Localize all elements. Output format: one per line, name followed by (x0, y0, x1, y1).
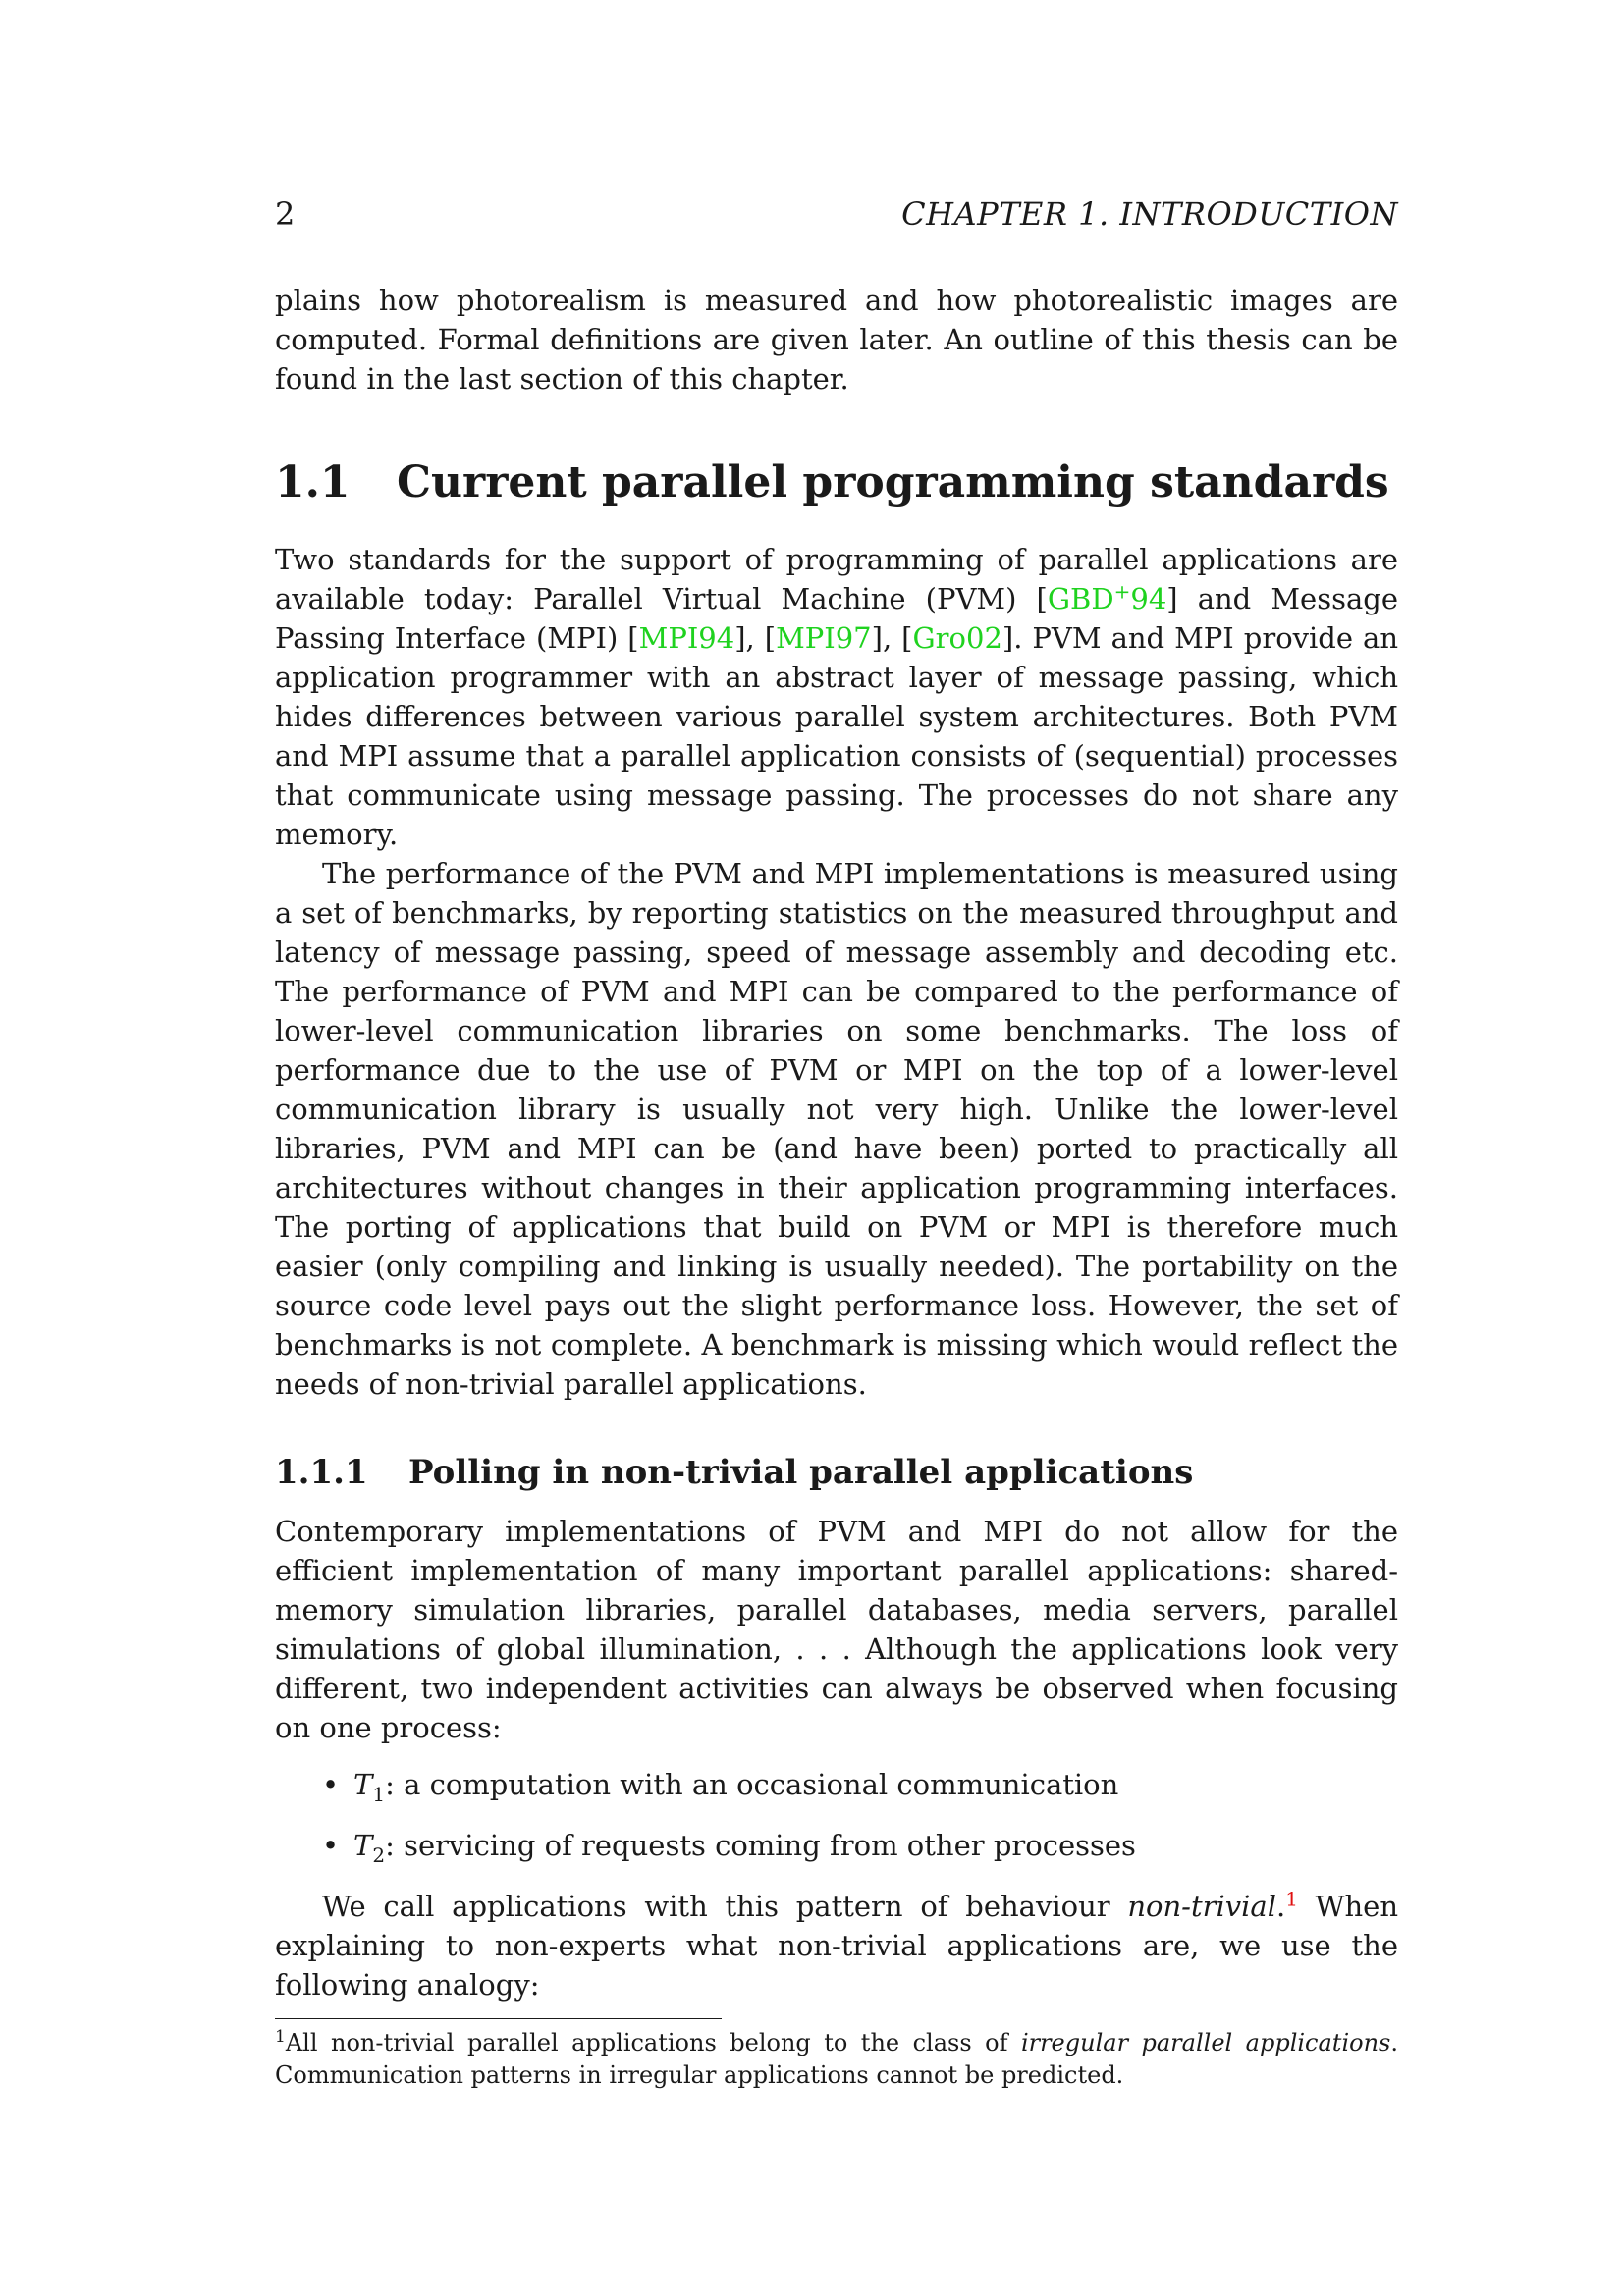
math-subscript: 1 (372, 1782, 386, 1806)
bullet-list (275, 1765, 1398, 1865)
section-paragraph-2: The performance of the PVM and MPI implementations is measured using a set of benchmarks, by reporting statistics on the measured throughput and latency of message passing, speed of message assembly and decoding etc. The performance of PVM and MPI can be compared to the performance of lower-level communication libraries on some benchmarks. The loss of performance due to the use of PVM or MPI on the top of a lower-level communication library is usually not very high. Unlike the lower-level libraries, PVM and MPI can be (and have been) ported to practically all architectures without changes in their application programming interfaces. The porting of applications that build on PVM or MPI is therefore much easier (only compiling and linking is usually needed). The portability on the source code level pays out the slight performance loss. However, the set of benchmarks is not complete. A benchmark is missing which would reflect the needs of non-trivial parallel applications. (275, 857, 1398, 1401)
chapter-heading: CHAPTER 1. INTRODUCTION (901, 195, 1398, 233)
intro-paragraph: plains how photorealism is measured and how photorealistic images are computed. Formal definitions are given later. An outline of this thesis can be found in the last section of this chapter. (275, 284, 1398, 396)
footnote-link[interactable]: 1 (1285, 1887, 1298, 1911)
text-run: ], [ (871, 621, 913, 655)
subsection-heading (275, 1451, 1398, 1494)
text-run: Two standards for the support of programming of parallel applications are available today: Parallel Virtual Machine (PVM) [ (275, 543, 1398, 615)
citation-link[interactable]: MPI94 (638, 621, 735, 655)
section-paragraph-1 (275, 540, 1398, 854)
page (275, 192, 1398, 2092)
subsection-number: 1.1.1 (275, 1453, 368, 1492)
citation-text: GBD (1047, 582, 1114, 615)
bullet-icon: • (322, 1768, 340, 1801)
footnote-mark: 1 (275, 2027, 286, 2047)
footnote-divider (275, 2018, 722, 2019)
list-item (275, 1765, 1398, 1804)
emphasis: non-trivial (1127, 1890, 1276, 1923)
citation-link[interactable]: Gro02 (912, 621, 1002, 655)
math-subscript: 2 (372, 1842, 386, 1867)
list-item-text: : servicing of requests coming from other processes (385, 1829, 1136, 1862)
section-heading (275, 455, 1398, 510)
text-run: ], [ (734, 621, 777, 655)
citation-link[interactable] (1047, 579, 1167, 615)
math-symbol: T (353, 1768, 373, 1801)
citation-link[interactable]: MPI97 (776, 621, 872, 655)
text-run: . Communication patterns in irregular applications cannot be predicted. (275, 2029, 1398, 2089)
subsection-title: Polling in non-trivial parallel applications (408, 1453, 1194, 1492)
subsection-paragraph-1: Contemporary implementations of PVM and MPI do not allow for the efficient implementation of many important parallel applications: shared-memory simulation libraries, parallel databases, media servers, parallel simulations of global illumination, . . . Although the applications look very different, two independent activities can always be observed when focusing on one process: (275, 1515, 1398, 1744)
text-run: All non-trivial parallel applications belong to the class of (285, 2029, 1021, 2056)
text-run: . (1275, 1890, 1286, 1923)
citation-text: 94 (1130, 582, 1167, 615)
section-title: Current parallel programming standards (397, 457, 1389, 507)
running-head (275, 192, 1398, 236)
bullet-icon: • (322, 1829, 340, 1862)
text-run: ] and Message Passing Interface (MPI) [ (275, 582, 1399, 655)
page-number: 2 (275, 195, 296, 233)
text-run: When explaining to non-experts what non-trivial applications are, we use the following analogy: (275, 1890, 1398, 2002)
text-run: ]. PVM and MPI provide an application programmer with an abstract layer of message passing, which hides differences between various parallel system architectures. Both PVM and MPI assume that a parallel application consists of (sequential) processes that communicate using message passing. The processes do not share any memory. (275, 621, 1398, 851)
citation-superscript: + (1113, 579, 1131, 604)
text-run: We call applications with this pattern of behaviour (322, 1890, 1128, 1923)
math-symbol: T (353, 1829, 373, 1862)
subsection-paragraph-2 (275, 1887, 1398, 2004)
list-item-text: : a computation with an occasional communication (385, 1768, 1119, 1801)
emphasis: irregular parallel applications (1020, 2029, 1391, 2056)
footnote (275, 2027, 1398, 2092)
section-number: 1.1 (275, 457, 351, 507)
list-item (275, 1826, 1398, 1865)
